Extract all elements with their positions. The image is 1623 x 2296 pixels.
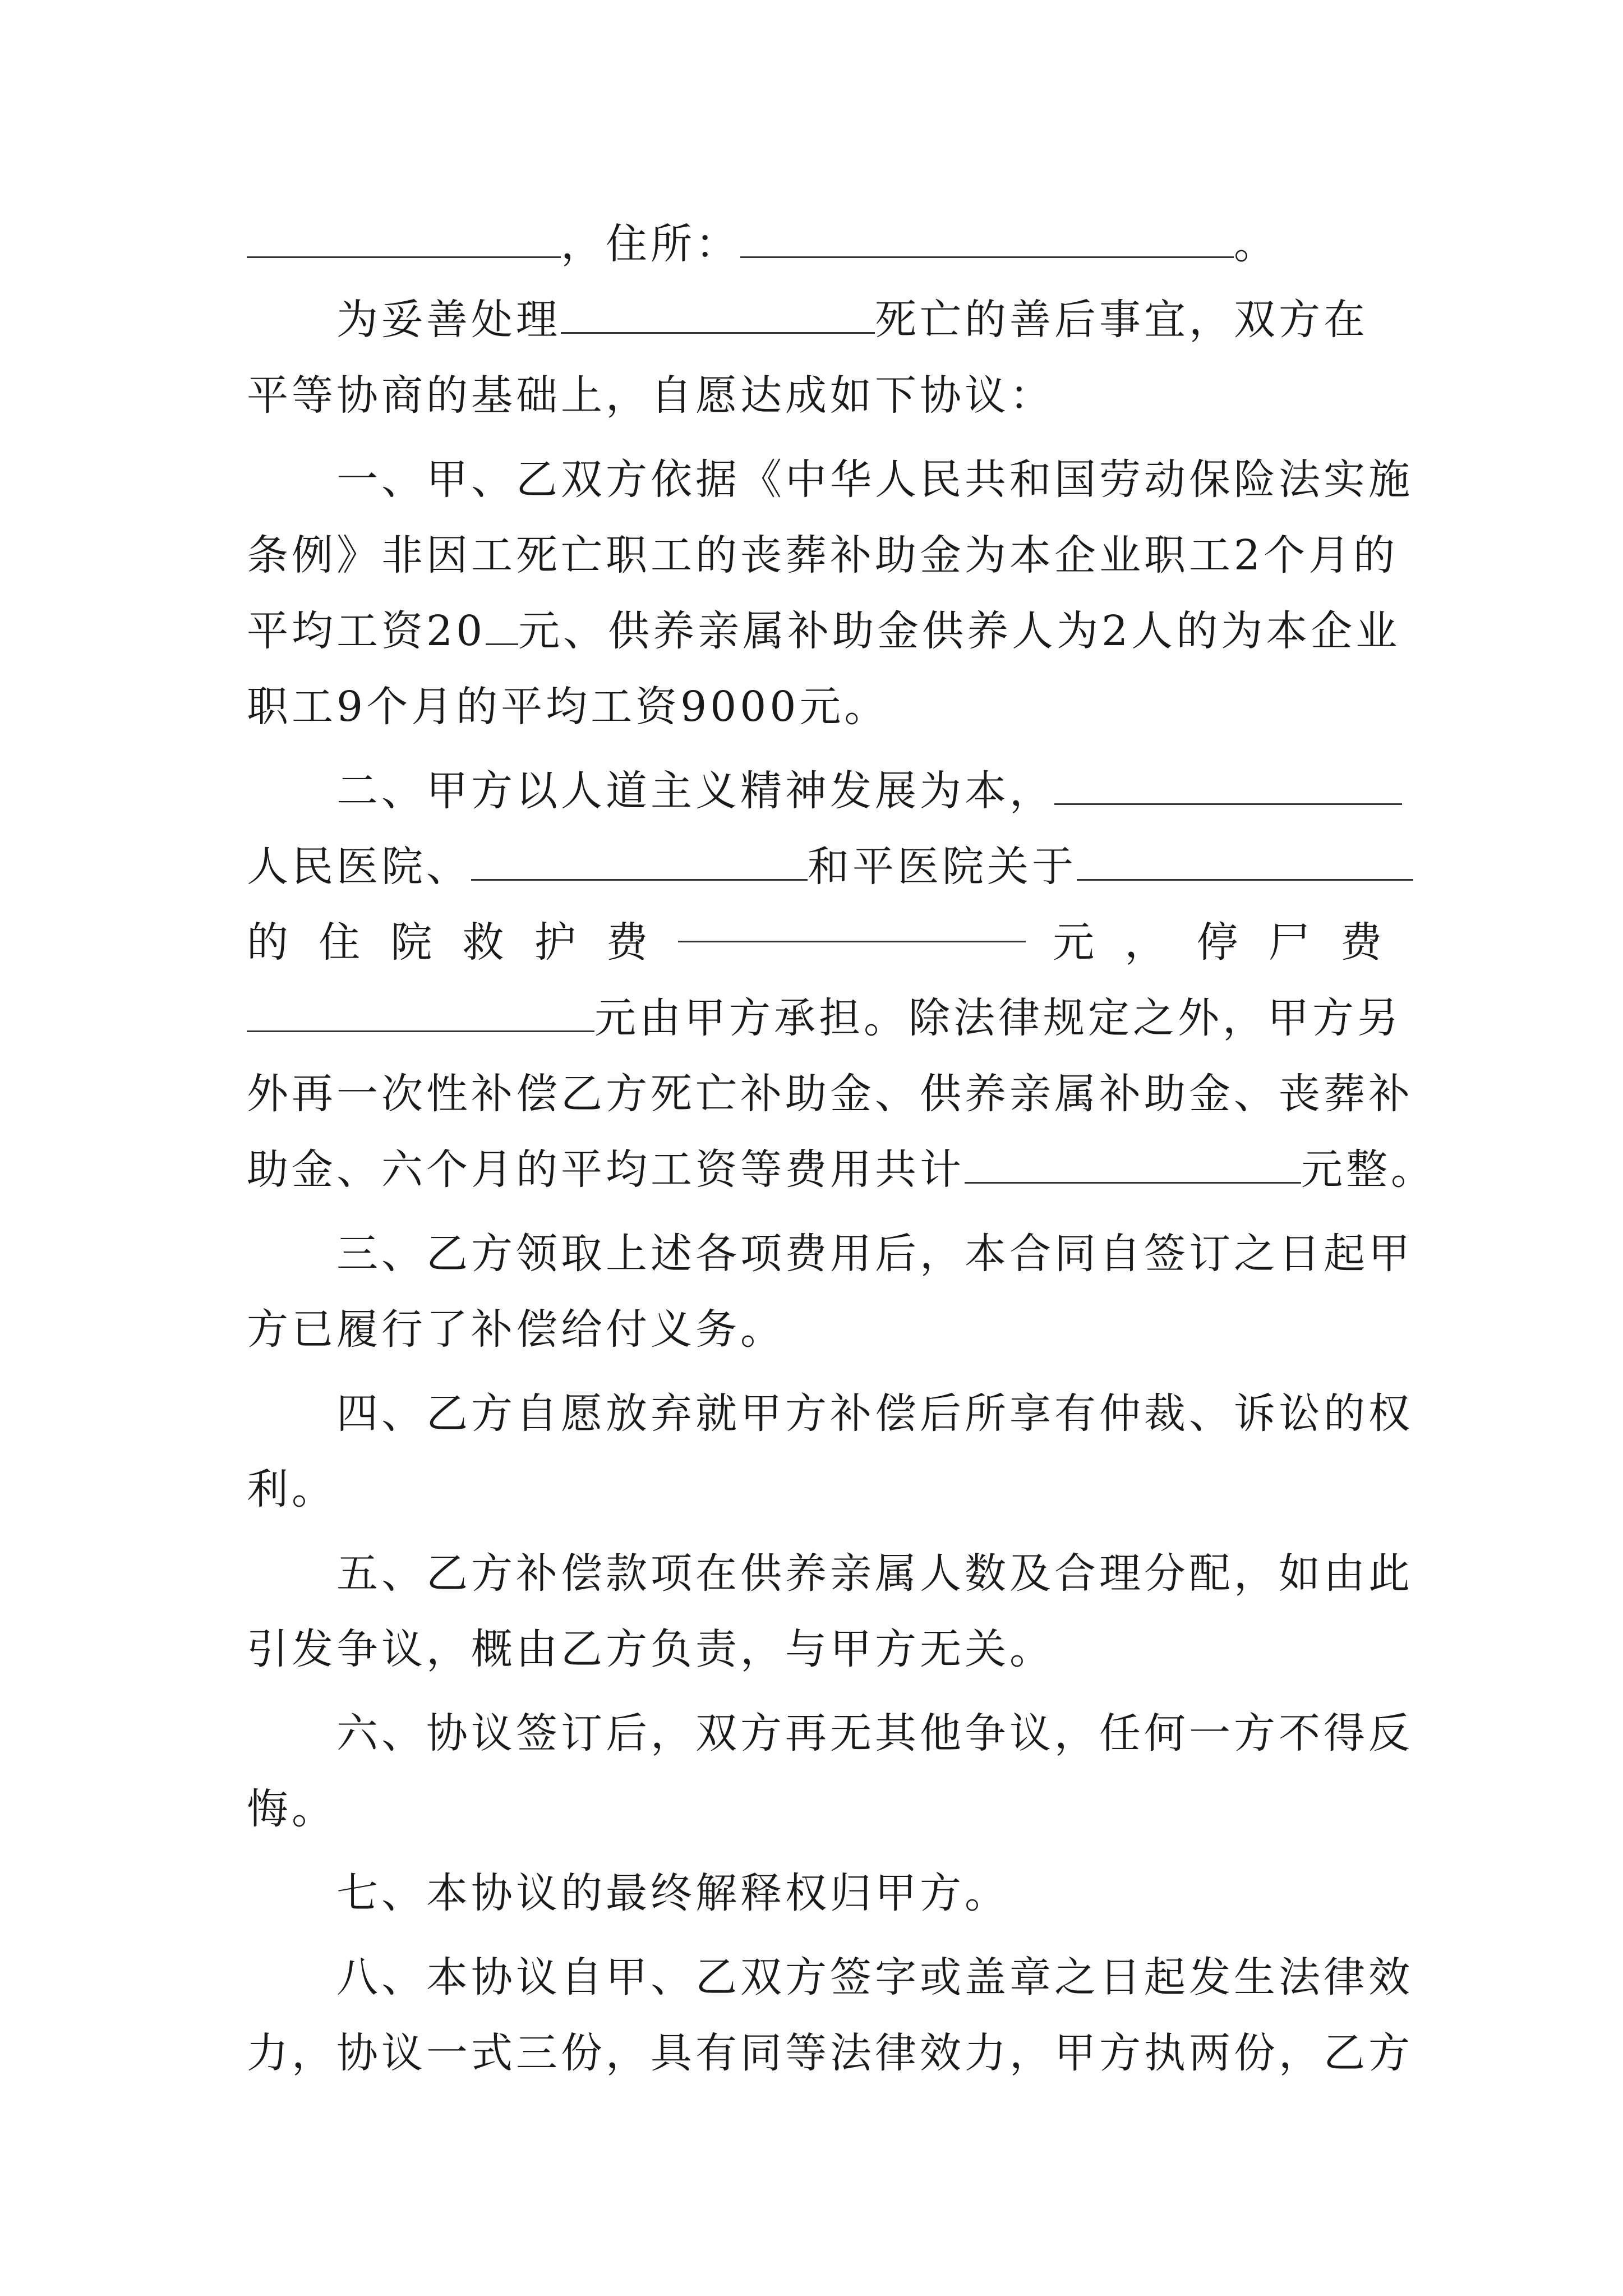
- clause-3-line-2: 方已履行了补偿给付义务。: [247, 1305, 785, 1354]
- clause-6-line-1: 六、协议签订后，双方再无其他争议，任何一方不得反: [336, 1709, 1413, 1757]
- address-end: 。: [1234, 220, 1279, 268]
- clause-2-line-3: [247, 906, 1385, 979]
- clause-7-line-1: 七、本协议的最终解释权归甲方。: [336, 1869, 1009, 1917]
- clause-2-text-a: 二、甲方以人道主义精神发展为本，: [336, 767, 1054, 815]
- char: 费: [606, 918, 651, 967]
- char: 费: [1340, 918, 1385, 967]
- clause-5-line-1: 五、乙方补偿款项在供养亲属人数及合理分配，如由此: [336, 1549, 1413, 1598]
- char: 救: [462, 918, 508, 967]
- total-amount-blank: [965, 1147, 1301, 1184]
- clause-2-line-4: [247, 982, 1402, 1055]
- clause-5-line-2: 引发争议，概由乙方负责，与甲方无关。: [247, 1625, 1054, 1673]
- clause-2-line-2: [247, 830, 1385, 903]
- morgue-fee-blank: [247, 996, 594, 1032]
- char: ，: [1124, 918, 1170, 967]
- char: 元: [1053, 918, 1098, 967]
- hospital-1-blank: [1054, 769, 1402, 805]
- clause-2-text-e: 助金、六个月的平均工资等费用共计: [247, 1145, 965, 1194]
- char: 护: [534, 918, 579, 967]
- char: 住: [319, 918, 364, 967]
- intro-text-b: 死亡的善后事宜，双方在: [875, 296, 1368, 344]
- clause-8-line-1: 八、本协议自甲、乙双方签字或盖章之日起发生法律效: [336, 1953, 1413, 2001]
- clause-6-line-2: 悔。: [247, 1785, 336, 1833]
- clause-4-line-1: 四、乙方自愿放弃就甲方补偿后所享有仲裁、诉讼的权: [336, 1389, 1413, 1438]
- clause-1-line-2: 条例》非因工死亡职工的丧葬补助金为本企业职工2个月的: [247, 531, 1399, 579]
- clause-2-line-6: [247, 1133, 1436, 1206]
- clause-1-line-1: 一、甲、乙双方依据《中华人民共和国劳动保险法实施: [336, 455, 1413, 504]
- intro-line-1: [336, 283, 1385, 356]
- clause-1-line-3: [247, 595, 1401, 668]
- clause-2-text-d: 元由甲方承担。除法律规定之外，甲方另: [594, 994, 1402, 1042]
- clause-1-line-4: 职工9个月的平均工资9000元。: [247, 683, 889, 731]
- clause-4-line-2: 利。: [247, 1465, 336, 1513]
- char: 尸: [1268, 918, 1313, 967]
- clause-2-line-1: [336, 754, 1385, 827]
- patient-blank: [1077, 844, 1413, 881]
- char: 院: [390, 918, 436, 967]
- clause-1-text-a: 平均工资20: [247, 607, 486, 655]
- char: 的: [247, 918, 292, 967]
- char: 停: [1196, 918, 1242, 967]
- deceased-name-blank: [561, 297, 875, 334]
- party-address-line: [247, 208, 1385, 280]
- clause-2-text-f: 元整。: [1301, 1145, 1436, 1194]
- clause-2-line-5: 外再一次性补偿乙方死亡补助金、供养亲属补助金、丧葬补: [247, 1070, 1413, 1118]
- amount-blank: [486, 609, 518, 645]
- address-label: ，住所：: [561, 220, 740, 268]
- address-blank: [740, 222, 1234, 258]
- clause-8-line-2: 力，协议一式三份，具有同等法律效力，甲方执两份，乙方: [247, 2029, 1413, 2077]
- intro-text-a: 为妥善处理: [336, 296, 561, 344]
- hospital-2-blank: [471, 844, 808, 881]
- name-blank: [247, 222, 561, 258]
- clause-2-text-c: 和平医院关于: [808, 843, 1077, 891]
- clause-3-line-1: 三、乙方领取上述各项费用后，本合同自签订之日起甲: [336, 1230, 1413, 1278]
- clause-1-text-b: 元、供养亲属补助金供养人为2人的为本企业: [518, 607, 1401, 655]
- hospital-fee-blank: [678, 906, 1026, 942]
- clause-2-text-b: 人民医院、: [247, 843, 471, 891]
- intro-line-2: 平等协商的基础上，自愿达成如下协议：: [247, 371, 1054, 420]
